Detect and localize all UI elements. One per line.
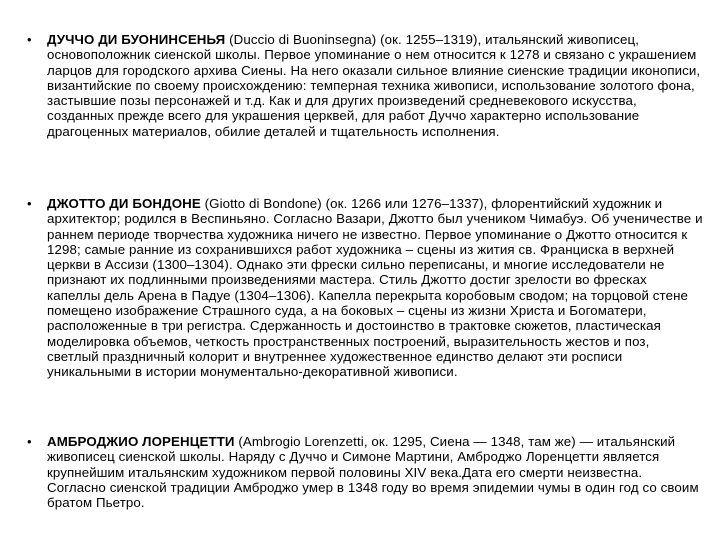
- entry-description: (Giotto di Bondone) (ок. 1266 или 1276–1337), флорентийский художник и архитектор; родился в Веспиньяно. Согласно Вазари, Джотто был учеником Чимабуэ. Об ученичестве и раннем периоде творчества художника ничего не известно. Первое упоминание о Джотто относится к 1298; самые ранние из сохранившихся работ художника – сцены из жития св. Франциска в верхней церкви в Ассизи (1300–1304). Однако эти фрески сильно переписаны, и многие исследователи не признают их подлинными произведениями мастера. Стиль Джотто достиг зрелости во фресках капеллы дель Арена в Падуе (1304–1306). Капелла перекрыта коробовым сводом; на торцовой стене помещено изображение Страшного суда, а на боковых – сцены из жизни Христа и Богоматери, расположенные в три регистра. Сдержанность и достоинство в трактовке сюжетов, пластическая моделировка объемов, четкость пространственных построений, выразительность жестов и поз, светлый праздничный колорит и внутреннее художественное единство делают эти росписи уникальными в истории монументально-декоративной живописи.: [47, 196, 703, 380]
- entry-description: (Duccio di Buoninsegna) (ок. 1255–1319), итальянский живописец, основоположник сиенской школы. Первое упоминание о нем относится к 1278 и связано с украшением ларцов для городского архива Сиены. На него оказали сильное влияние сиенские традиции иконописи, византийские по своему происхождению: темперная техника живописи, использование золотого фона, застывшие позы персонажей и т.д. Как и для других произведений средневекового искусства, созданных прежде всего для украшения церквей, для работ Дуччо характерно использование драгоценных материалов, обилие деталей и тщательность исполнения.: [47, 32, 701, 139]
- bullet: •: [27, 196, 32, 211]
- entry-name: АМБРОДЖИО ЛОРЕНЦЕТТИ: [47, 434, 235, 449]
- entry-name: ДЖОТТО ДИ БОНДОНЕ: [47, 196, 201, 211]
- entry-text: [47, 196, 703, 380]
- entry-text: [47, 434, 703, 510]
- bullet: •: [27, 32, 32, 47]
- bullet: •: [27, 434, 32, 449]
- entry-description: (Ambrogio Lorenzetti, ок. 1295, Сиена — 1348, там же) — итальянский живописец сиенской школы. Наряду с Дуччо и Симоне Мартини, Амброджо Лоренцетти является крупнейшим итальянским художником первой половины XIV века.Дата его смерти неизвестна. Согласно сиенской традиции Амброджо умер в 1348 году во время эпидемии чумы в один год со своим братом Пьетро.: [47, 434, 699, 511]
- entry-name: ДУЧЧО ДИ БУОНИНСЕНЬЯ: [47, 32, 226, 47]
- entry-text: [47, 32, 703, 139]
